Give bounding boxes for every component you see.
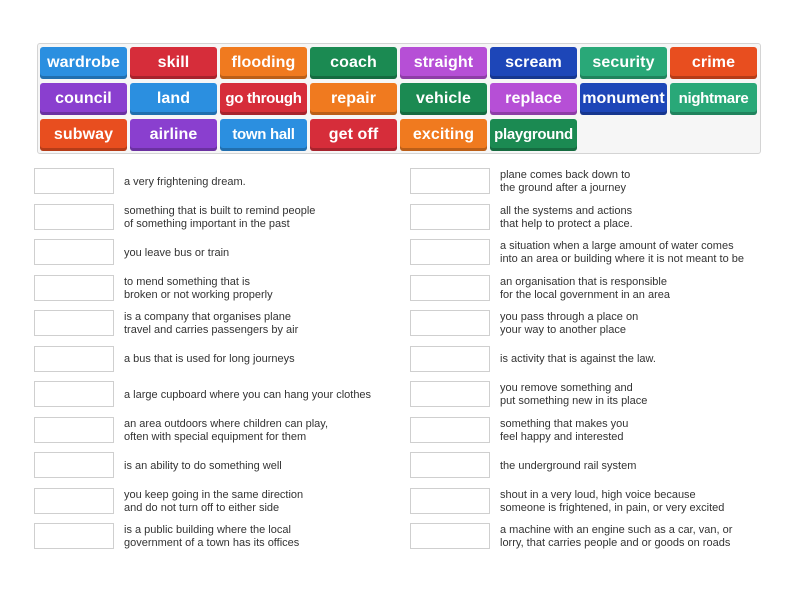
definition-row	[34, 346, 414, 374]
answer-drop-box[interactable]	[410, 239, 490, 265]
word-tile[interactable]: replace	[490, 83, 577, 115]
answer-drop-box[interactable]	[410, 346, 490, 372]
definition-text: you remove something and put something new in its place	[500, 382, 648, 407]
definition-text: you keep going in the same direction and do not turn off to either side	[124, 488, 304, 514]
word-tile[interactable]: playground	[490, 119, 577, 151]
definition-text: a large cupboard where you can hang your clothes	[124, 388, 372, 401]
word-tile[interactable]: land	[130, 83, 217, 115]
definition-row	[34, 168, 414, 196]
word-tile[interactable]: exciting	[400, 119, 487, 151]
answer-drop-box[interactable]	[34, 417, 114, 443]
definition-text: the underground rail system	[500, 459, 637, 472]
definition-text: you pass through a place on your way to another place	[500, 311, 639, 336]
definition-row	[410, 417, 790, 445]
definition-text: to mend something that is broken or not working properly	[124, 275, 273, 301]
definition-text: is a company that organises plane travel and carries passengers by air	[124, 311, 299, 336]
word-tile[interactable]: get off	[310, 119, 397, 151]
word-tile[interactable]: subway	[40, 119, 127, 151]
answer-drop-box[interactable]	[34, 346, 114, 372]
word-tile[interactable]: wardrobe	[40, 47, 127, 79]
definition-row	[34, 381, 414, 409]
word-tile[interactable]: go through	[220, 83, 307, 115]
definition-row	[34, 239, 414, 267]
word-tile[interactable]: security	[580, 47, 667, 79]
answer-drop-box[interactable]	[410, 488, 490, 514]
answer-drop-box[interactable]	[34, 204, 114, 230]
answer-drop-box[interactable]	[410, 204, 490, 230]
definition-row	[410, 381, 790, 409]
definition-text: all the systems and actions that help to protect a place.	[500, 204, 633, 230]
definition-text: plane comes back down to the ground after a journey	[500, 169, 631, 194]
definition-row	[34, 204, 414, 232]
definition-text: an organisation that is responsible for the local government in an area	[500, 275, 670, 301]
definition-row	[410, 488, 790, 516]
definition-row	[34, 452, 414, 480]
definition-row	[410, 239, 790, 267]
answer-drop-box[interactable]	[410, 417, 490, 443]
word-tile[interactable]: vehicle	[400, 83, 487, 115]
definition-row	[410, 346, 790, 374]
answer-drop-box[interactable]	[34, 168, 114, 194]
definition-text: is a public building where the local government of a town has its offices	[124, 524, 300, 549]
answer-drop-box[interactable]	[34, 523, 114, 549]
word-tile[interactable]: monument	[580, 83, 667, 115]
answer-drop-box[interactable]	[410, 168, 490, 194]
word-tile[interactable]: scream	[490, 47, 577, 79]
answer-drop-box[interactable]	[410, 452, 490, 478]
definition-row	[410, 168, 790, 196]
answer-drop-box[interactable]	[410, 310, 490, 336]
answer-drop-box[interactable]	[34, 452, 114, 478]
word-tile[interactable]: flooding	[220, 47, 307, 79]
answer-drop-box[interactable]	[34, 310, 114, 336]
definition-text: something that is built to remind people of something important in the past	[124, 204, 316, 230]
definition-text: you leave bus or train	[124, 246, 230, 259]
word-tile[interactable]: nightmare	[670, 83, 757, 115]
answer-drop-box[interactable]	[410, 381, 490, 407]
word-tile[interactable]: crime	[670, 47, 757, 79]
answer-drop-box[interactable]	[410, 523, 490, 549]
definition-row	[34, 417, 414, 445]
word-tile[interactable]: town hall	[220, 119, 307, 151]
word-tile[interactable]: straight	[400, 47, 487, 79]
definition-text: an area outdoors where children can play, often with special equipment for them	[124, 417, 329, 443]
definition-row	[410, 204, 790, 232]
definition-text: a very frightening dream.	[124, 175, 246, 188]
answer-drop-box[interactable]	[34, 275, 114, 301]
definition-text: is activity that is against the law.	[500, 353, 656, 365]
answer-drop-box[interactable]	[34, 239, 114, 265]
definition-row	[34, 488, 414, 516]
definition-row	[410, 452, 790, 480]
definition-row	[410, 275, 790, 303]
definition-row	[410, 310, 790, 338]
answer-drop-box[interactable]	[34, 381, 114, 407]
definition-text: a situation when a large amount of water comes into an area or building where it is not meant to be	[500, 240, 744, 265]
definition-text: is an ability to do something well	[124, 459, 282, 472]
definition-text: a machine with an engine such as a car, van, or lorry, that carries people and or goods on roads	[500, 524, 733, 549]
definition-row	[34, 523, 414, 551]
word-tile[interactable]: council	[40, 83, 127, 115]
word-tile[interactable]: airline	[130, 119, 217, 151]
definition-row	[34, 275, 414, 303]
word-tile[interactable]: coach	[310, 47, 397, 79]
answer-drop-box[interactable]	[410, 275, 490, 301]
definition-text: a bus that is used for long journeys	[124, 353, 295, 365]
definition-row	[410, 523, 790, 551]
definition-text: shout in a very loud, high voice because someone is frightened, in pain, or very excited	[500, 488, 725, 514]
word-tile[interactable]: repair	[310, 83, 397, 115]
word-tile[interactable]: skill	[130, 47, 217, 79]
definition-row	[34, 310, 414, 338]
answer-drop-box[interactable]	[34, 488, 114, 514]
definition-text: something that makes you feel happy and interested	[500, 417, 629, 443]
